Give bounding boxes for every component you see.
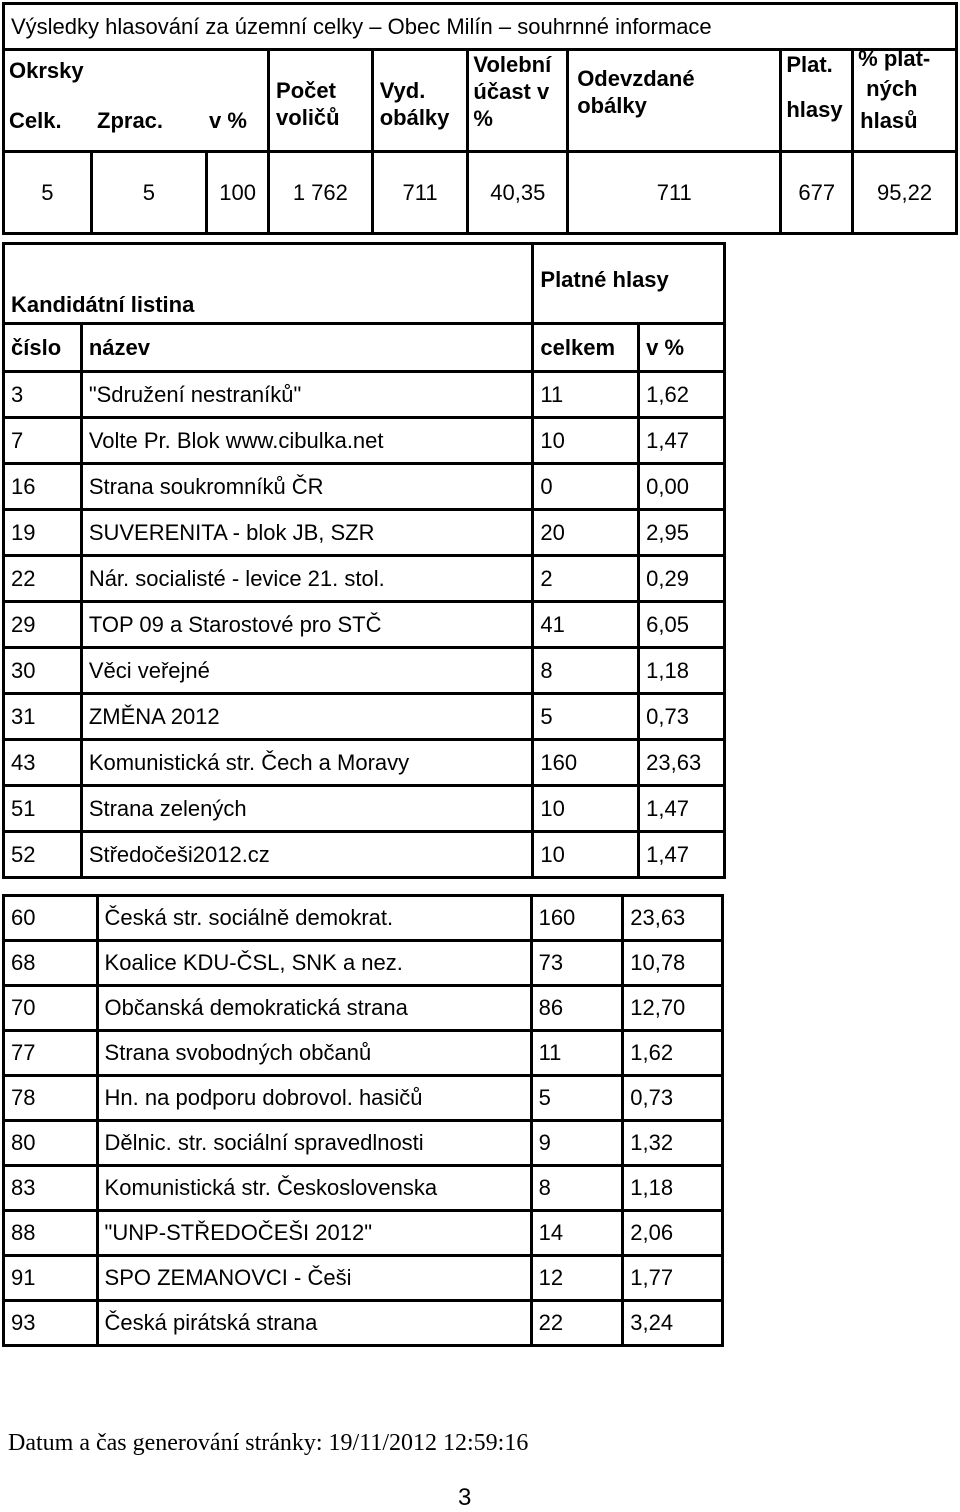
party-votes: 12: [531, 1256, 623, 1301]
party-number: 43: [4, 740, 82, 786]
table-row: [4, 1301, 723, 1346]
page-title: Výsledky hlasování za územní celky – Obec Milín – souhrnné informace: [4, 4, 957, 50]
party-number: 93: [4, 1301, 98, 1346]
party-pct: 1,32: [623, 1121, 723, 1166]
okrsky-header: [4, 50, 269, 152]
party-pct: 2,95: [639, 510, 725, 556]
party-name: Strana soukromníků ČR: [81, 464, 533, 510]
party-pct: 10,78: [623, 941, 723, 986]
party-pct: 0,29: [639, 556, 725, 602]
party-votes: 8: [531, 1166, 623, 1211]
table-row: [4, 1031, 723, 1076]
party-number: 29: [4, 602, 82, 648]
table-row: [4, 556, 725, 602]
table-row: [4, 602, 725, 648]
party-number: 77: [4, 1031, 98, 1076]
summary-volebni-ucast: 40,35: [468, 152, 568, 234]
table-row: [4, 1121, 723, 1166]
table-row: [4, 1166, 723, 1211]
party-votes: 2: [533, 556, 639, 602]
party-votes: 9: [531, 1121, 623, 1166]
table-row: [4, 786, 725, 832]
volebni-label: Volební: [473, 52, 552, 77]
cislo-header: číslo: [4, 324, 82, 372]
table-row: [4, 510, 725, 556]
ucast-label: účast v: [473, 79, 550, 104]
vydane-obalky-header: [372, 50, 468, 152]
party-number: 70: [4, 986, 98, 1031]
party-votes: 11: [531, 1031, 623, 1076]
party-name: Česká pirátská strana: [97, 1301, 531, 1346]
volebni-ucast-header: [468, 50, 568, 152]
hlasy-label: hlasy: [786, 97, 843, 122]
party-number: 68: [4, 941, 98, 986]
party-votes: 10: [533, 832, 639, 878]
party-pct: 1,77: [623, 1256, 723, 1301]
party-name: Koalice KDU-ČSL, SNK a nez.: [97, 941, 531, 986]
party-name: Komunistická str. Čech a Moravy: [81, 740, 533, 786]
party-votes: 10: [533, 786, 639, 832]
party-votes: 160: [531, 896, 623, 941]
party-name: SUVERENITA - blok JB, SZR: [81, 510, 533, 556]
party-name: ZMĚNA 2012: [81, 694, 533, 740]
party-number: 31: [4, 694, 82, 740]
table-row: [4, 372, 725, 418]
summary-pocet-volicu: 1 762: [269, 152, 373, 234]
ucast-pct-label: %: [473, 106, 493, 131]
party-number: 16: [4, 464, 82, 510]
obalky-label: obálky: [379, 105, 450, 130]
party-number: 7: [4, 418, 82, 464]
party-votes: 5: [533, 694, 639, 740]
pct-platnych-header: [853, 46, 957, 152]
party-pct: 0,73: [623, 1076, 723, 1121]
table-row: [4, 896, 723, 941]
party-pct: 1,47: [639, 418, 725, 464]
party-votes: 0: [533, 464, 639, 510]
table-row: [4, 1076, 723, 1121]
vyd-label: Vyd.: [379, 78, 426, 103]
page-number: 3: [458, 1484, 472, 1511]
party-name: "Sdružení nestraníků": [81, 372, 533, 418]
summary-okrsky-pct: 100: [207, 152, 269, 234]
summary-pct-platnych: 95,22: [853, 152, 957, 234]
party-pct: 3,24: [623, 1301, 723, 1346]
party-votes: 11: [533, 372, 639, 418]
summary-values-row: [4, 152, 957, 234]
table-row: [4, 1211, 723, 1256]
party-number: 88: [4, 1211, 98, 1256]
party-pct: 23,63: [639, 740, 725, 786]
party-number: 22: [4, 556, 82, 602]
celk-label: Celk.: [9, 108, 62, 133]
summary-table: [2, 2, 958, 235]
table-row: [4, 740, 725, 786]
generation-timestamp: Datum a čas generování stránky: 19/11/2012 12:59:16: [8, 1430, 529, 1456]
odevzdane-obalky-header: [568, 50, 781, 152]
summary-odevzdane-obalky: 711: [568, 152, 781, 234]
party-name: "UNP-STŘEDOČEŠI 2012": [97, 1211, 531, 1256]
table-row: [4, 694, 725, 740]
party-number: 51: [4, 786, 82, 832]
party-pct: 0,00: [639, 464, 725, 510]
party-pct: 12,70: [623, 986, 723, 1031]
party-pct: 1,47: [639, 786, 725, 832]
v-pct-label: v %: [209, 108, 247, 133]
party-name: Strana svobodných občanů: [97, 1031, 531, 1076]
party-name: Středočeši2012.cz: [81, 832, 533, 878]
plat-label: Plat.: [786, 52, 833, 77]
party-number: 78: [4, 1076, 98, 1121]
party-pct: 6,05: [639, 602, 725, 648]
party-name: TOP 09 a Starostové pro STČ: [81, 602, 533, 648]
pct-plat-label: % plat-: [858, 46, 931, 71]
party-votes: 86: [531, 986, 623, 1031]
nazev-header: název: [81, 324, 533, 372]
summary-okrsky-celk: 5: [4, 152, 92, 234]
party-pct: 1,62: [639, 372, 725, 418]
zprac-label: Zprac.: [97, 108, 164, 133]
party-name: SPO ZEMANOVCI - Češi: [97, 1256, 531, 1301]
volicu-label: voličů: [276, 105, 340, 130]
table-row: [4, 1256, 723, 1301]
party-votes: 5: [531, 1076, 623, 1121]
nych-label: ných: [866, 76, 918, 101]
summary-okrsky-zprac: 5: [91, 152, 207, 234]
celkem-header: celkem: [533, 324, 639, 372]
table-row: [4, 418, 725, 464]
v-pct-header: v %: [639, 324, 725, 372]
summary-platne-hlasy: 677: [781, 152, 853, 234]
party-number: 52: [4, 832, 82, 878]
party-name: Věci veřejné: [81, 648, 533, 694]
party-pct: 2,06: [623, 1211, 723, 1256]
pocet-volicu-header: [269, 50, 373, 152]
party-votes: 22: [531, 1301, 623, 1346]
party-name: Česká str. sociálně demokrat.: [97, 896, 531, 941]
kandidatni-listina-header: Kandidátní listina: [4, 244, 533, 324]
summary-vydane-obalky: 711: [372, 152, 468, 234]
party-number: 30: [4, 648, 82, 694]
party-pct: 1,47: [639, 832, 725, 878]
party-votes: 14: [531, 1211, 623, 1256]
party-name: Hn. na podporu dobrovol. hasičů: [97, 1076, 531, 1121]
pocet-label: Počet: [276, 78, 336, 103]
party-name: Strana zelených: [81, 786, 533, 832]
party-number: 83: [4, 1166, 98, 1211]
party-name: Volte Pr. Blok www.cibulka.net: [81, 418, 533, 464]
table-row: [4, 464, 725, 510]
party-number: 60: [4, 896, 98, 941]
party-pct: 1,18: [623, 1166, 723, 1211]
party-number: 80: [4, 1121, 98, 1166]
hlasu-label: hlasů: [860, 108, 918, 133]
table-row: [4, 941, 723, 986]
odevzdane-obalky-label: obálky: [577, 93, 647, 118]
party-pct: 1,18: [639, 648, 725, 694]
party-number: 19: [4, 510, 82, 556]
party-votes: 160: [533, 740, 639, 786]
platne-hlasy-group-header: Platné hlasy: [533, 244, 725, 324]
table-row: [4, 648, 725, 694]
odevzdane-label: Odevzdané: [577, 66, 695, 91]
party-name: Komunistická str. Československa: [97, 1166, 531, 1211]
table-row: [4, 832, 725, 878]
party-name: Dělnic. str. sociální spravedlnosti: [97, 1121, 531, 1166]
candidate-table-1: [2, 242, 726, 879]
party-pct: 23,63: [623, 896, 723, 941]
okrsky-label: Okrsky: [9, 58, 84, 83]
platne-hlasy-header: [781, 50, 853, 152]
party-pct: 0,73: [639, 694, 725, 740]
party-votes: 20: [533, 510, 639, 556]
party-name: Nár. socialisté - levice 21. stol.: [81, 556, 533, 602]
party-number: 3: [4, 372, 82, 418]
party-number: 91: [4, 1256, 98, 1301]
party-pct: 1,62: [623, 1031, 723, 1076]
table-row: [4, 986, 723, 1031]
party-name: Občanská demokratická strana: [97, 986, 531, 1031]
party-votes: 10: [533, 418, 639, 464]
party-votes: 41: [533, 602, 639, 648]
party-votes: 73: [531, 941, 623, 986]
candidate-table-2: [2, 894, 724, 1347]
party-votes: 8: [533, 648, 639, 694]
